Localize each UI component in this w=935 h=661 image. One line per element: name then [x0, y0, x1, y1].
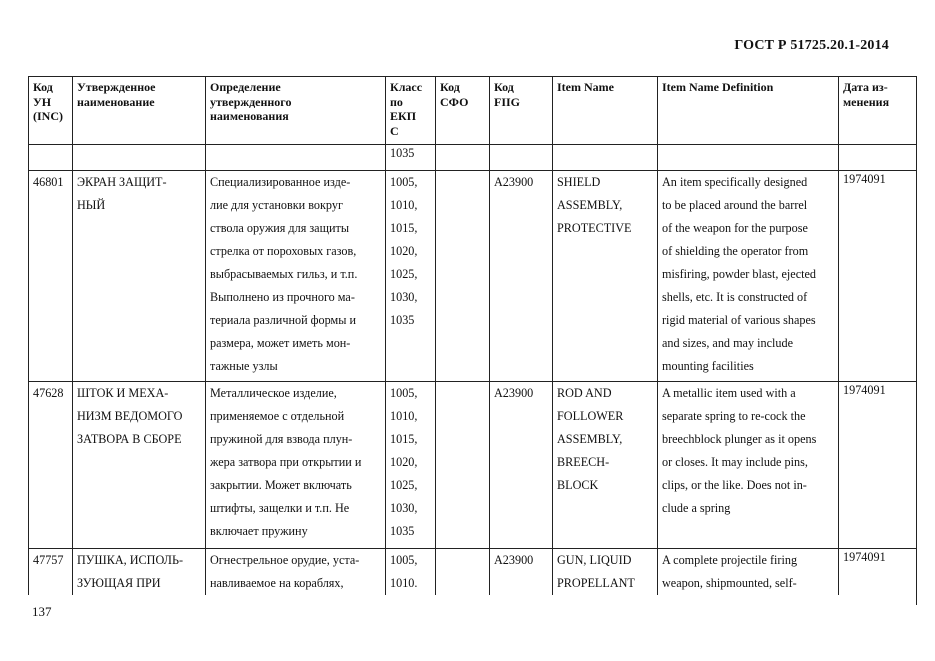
- cell-sfo: [436, 171, 490, 382]
- header-cell-item-definition: Item Name Definition: [658, 77, 839, 145]
- table-row: [29, 171, 917, 382]
- header-cell-sfo: Код СФО: [436, 77, 490, 145]
- cell-date: 1974091: [839, 382, 917, 549]
- header-cell-class: Класс по ЕКП С: [386, 77, 436, 145]
- cell-item-definition: An item specifically designed to be placed around the barrel of the weapon for the purpose of shielding the operator from misfiring, powder blast, ejected shells, etc. It is constructed of rigid material of various shapes and sizes, and may include mounting facilities: [658, 171, 839, 382]
- cell-sfo: [436, 382, 490, 549]
- cell-item-name: ROD AND FOLLOWER ASSEMBLY, BREECH- BLOCK: [553, 382, 658, 549]
- table-header-row: [29, 77, 917, 145]
- cell-code: 47628: [29, 382, 73, 549]
- document-code: ГОСТ Р 51725.20.1-2014: [734, 38, 889, 53]
- cell-item-definition: A metallic item used with a separate spring to re-cock the breechblock plunger as it opens or closes. It may include pins, clips, or the like. Does not in- clude a spring: [658, 382, 839, 549]
- cell-class-continuation: 1035: [386, 145, 436, 171]
- cell-code: 47757: [29, 549, 73, 605]
- cell-date: 1974091: [839, 171, 917, 382]
- table-row: [29, 382, 917, 549]
- header-cell-name: Утвержденное наименование: [73, 77, 206, 145]
- page-number: 137: [32, 604, 52, 619]
- cell-name: ШТОК И МЕХА- НИЗМ ВЕДОМОГО ЗАТВОРА В СБОРЕ: [73, 382, 206, 549]
- data-table: [28, 76, 917, 605]
- cell-class: 1005, 1010, 1015, 1020, 1025, 1030, 1035: [386, 382, 436, 549]
- cell-item-name: GUN, LIQUID PROPELLANT: [553, 549, 658, 605]
- page-bottom-margin: [28, 595, 916, 661]
- cell-definition: Огнестрельное орудие, уста- навливаемое на кораблях,: [206, 549, 386, 605]
- cell-definition: Специализированное изде- лие для установки вокруг ствола оружия для защиты стрелка от пороховых газов, выбрасываемых гильз, и т.п. Выполнено из прочного ма- териала различной формы и размера, может иметь мон- тажные узлы: [206, 171, 386, 382]
- header-cell-definition: Определение утвержденного наименования: [206, 77, 386, 145]
- cell-fiig: A23900: [490, 549, 553, 605]
- cell-fiig: A23900: [490, 382, 553, 549]
- cell-fiig: A23900: [490, 171, 553, 382]
- cell-code: 46801: [29, 171, 73, 382]
- cell-date: 1974091: [839, 549, 917, 605]
- cell-item-definition: A complete projectile firing weapon, shipmounted, self-: [658, 549, 839, 605]
- header-cell-item-name: Item Name: [553, 77, 658, 145]
- cell-definition: Металлическое изделие, применяемое с отдельной пружиной для взвода плун- жера затвора при открытии и закрытии. Может включать штифты, защелки и т.п. Не включает пружину: [206, 382, 386, 549]
- header-cell-fiig: Код FIIG: [490, 77, 553, 145]
- header-cell-code: Код УН (INC): [29, 77, 73, 145]
- table-row-continuation: [29, 145, 917, 171]
- cell-name: ЭКРАН ЗАЩИТ- НЫЙ: [73, 171, 206, 382]
- cell-class: 1005, 1010.: [386, 549, 436, 605]
- header-cell-date: Дата из- менения: [839, 77, 917, 145]
- cell-item-name: SHIELD ASSEMBLY, PROTECTIVE: [553, 171, 658, 382]
- cell-class: 1005, 1010, 1015, 1020, 1025, 1030, 1035: [386, 171, 436, 382]
- cell-name: ПУШКА, ИСПОЛЬ- ЗУЮЩАЯ ПРИ: [73, 549, 206, 605]
